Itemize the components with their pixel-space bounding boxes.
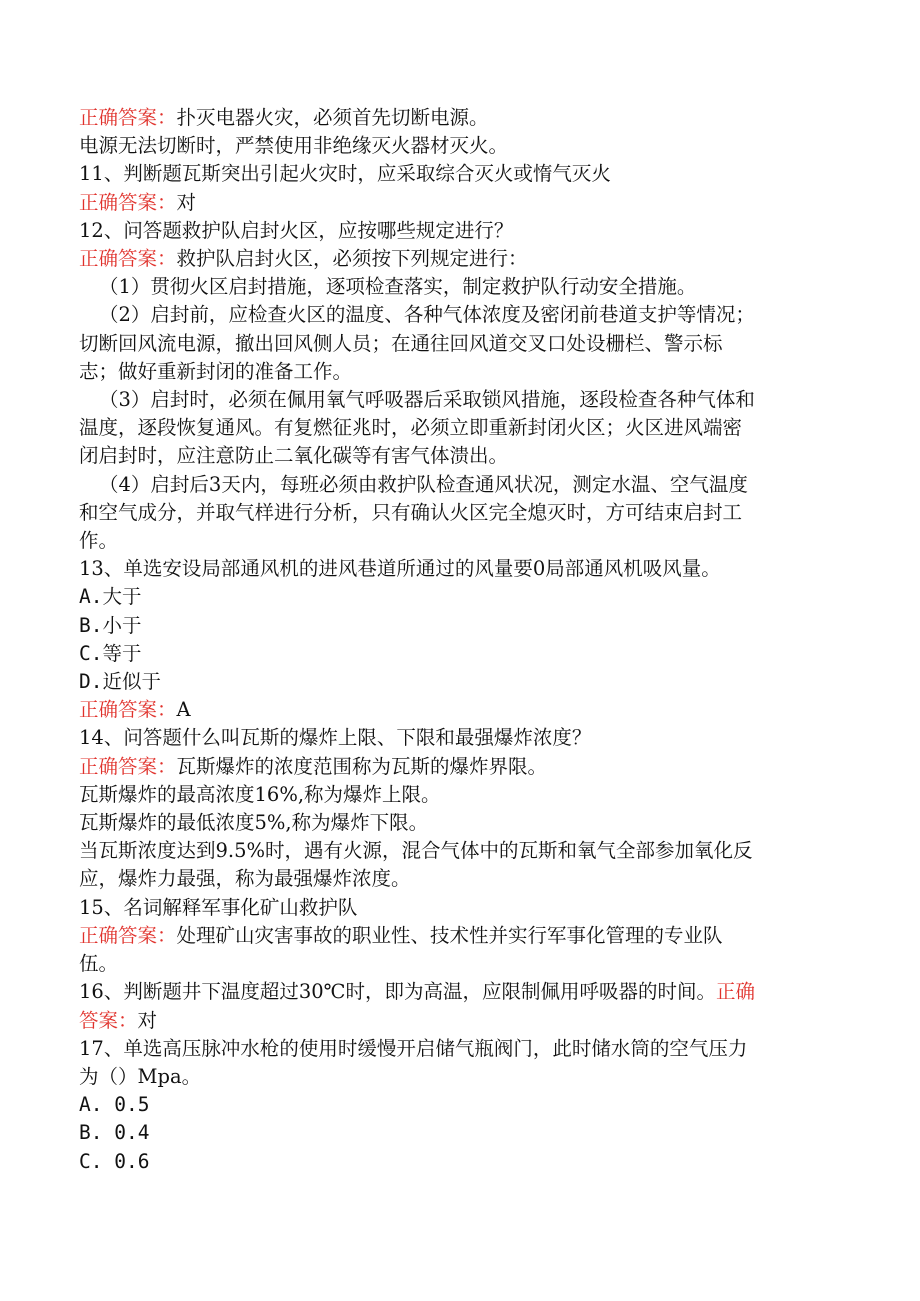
- text-line: 瓦斯爆炸的最低浓度5%,称为爆炸下限。: [79, 811, 429, 835]
- text-line: [79, 189, 824, 217]
- text-line: （3）启封时，必须在佩用氧气呼吸器后采取锁风措施，逐段检查各种气体和: [99, 388, 755, 412]
- option-d: D.近似于: [79, 670, 161, 694]
- text-line: [79, 104, 824, 132]
- question-13: 13、单选安设局部通风机的进风巷道所通过的风量要0局部通风机吸风量。: [79, 557, 721, 581]
- answer-text: 对: [137, 1008, 158, 1032]
- text-line: 切断回风流电源，撤出回风侧人员；在通往回风道交叉口处设栅栏、警示标: [79, 331, 723, 355]
- option-a: A. 0.5: [79, 1093, 150, 1117]
- text-line: 瓦斯爆炸的最高浓度16%,称为爆炸上限。: [79, 782, 441, 806]
- text-line: [79, 922, 824, 950]
- answer-label: 正确答案：: [79, 106, 177, 129]
- answer-label-part: 答案：: [79, 1008, 138, 1032]
- answer-label: 正确答案：: [79, 923, 177, 947]
- answer-text: 救护队启封火区，必须按下列规定进行：: [176, 247, 528, 271]
- answer-text: 对: [176, 190, 197, 214]
- text-line: [79, 245, 824, 273]
- text-line: 温度，逐段恢复通风。有复燃征兆时，必须立即重新封闭火区；火区进风端密: [79, 416, 743, 440]
- text-line: 伍。: [79, 952, 119, 976]
- answer-label: 正确答案：: [79, 247, 177, 271]
- question-16: [79, 978, 824, 1006]
- answer-label: 正确答案：: [79, 190, 177, 214]
- question-17: 17、单选高压脉冲水枪的使用时缓慢开启储气瓶阀门，此时储水筒的空气压力: [79, 1036, 748, 1060]
- answer-text: 扑灭电器火灾，必须首先切断电源。: [176, 106, 489, 129]
- document-page: [79, 104, 824, 1176]
- answer-text: A: [176, 698, 191, 722]
- question-15: 15、名词解释军事化矿山救护队: [79, 895, 358, 919]
- text-line: 闭启封时，应注意防止二氧化碳等有害气体溃出。: [79, 444, 509, 468]
- text-line: （4）启封后3天内，每班必须由救护队检查通风状况，测定水温、空气温度: [99, 472, 748, 496]
- text-line: [79, 753, 824, 781]
- answer-text: 处理矿山灾害事故的职业性、技术性并实行军事化管理的专业队: [176, 923, 723, 947]
- answer-label: 正确答案：: [79, 754, 177, 778]
- text-line: 电源无法切断时，严禁使用非绝缘灭火器材灭火。: [79, 134, 509, 158]
- answer-label: 正确答案：: [79, 698, 177, 722]
- text-line: 当瓦斯浓度达到9.5%时，遇有火源，混合气体中的瓦斯和氧气全部参加氧化反: [79, 839, 753, 863]
- text-line: （2）启封前，应检查火区的温度、各种气体浓度及密闭前巷道支护等情况；: [99, 303, 755, 327]
- text-line: [79, 696, 824, 724]
- text-line: 志；做好重新封闭的准备工作。: [79, 359, 353, 383]
- option-b: B. 0.4: [79, 1121, 150, 1145]
- question-text: 16、判断题井下温度超过30℃时，即为高温，应限制佩用呼吸器的时间。: [79, 980, 716, 1004]
- text-line: 为（）Mpa。: [79, 1064, 202, 1088]
- question-12: 12、问答题救护队启封火区，应按哪些规定进行？: [79, 218, 514, 242]
- option-b: B.小于: [79, 613, 142, 637]
- option-a: A.大于: [79, 585, 142, 609]
- text-line: （1）贯彻火区启封措施，逐项检查落实，制定救护队行动安全措施。: [99, 275, 697, 299]
- answer-text: 瓦斯爆炸的浓度范围称为瓦斯的爆炸界限。: [176, 754, 548, 778]
- question-14: 14、问答题什么叫瓦斯的爆炸上限、下限和最强爆炸浓度？: [79, 726, 592, 750]
- text-line: 作。: [79, 529, 119, 553]
- text-line: [79, 1007, 824, 1035]
- option-c: C.等于: [79, 641, 142, 665]
- text-line: 应，爆炸力最强，称为最强爆炸浓度。: [79, 867, 411, 891]
- answer-label-part: 正确: [715, 980, 755, 1004]
- option-c: C. 0.6: [79, 1149, 150, 1173]
- text-line: 和空气成分，并取气样进行分析，只有确认火区完全熄灭时，方可结束启封工: [79, 500, 743, 524]
- question-11: 11、判断题瓦斯突出引起火灾时，应采取综合灭火或惰气灭火: [79, 162, 611, 186]
